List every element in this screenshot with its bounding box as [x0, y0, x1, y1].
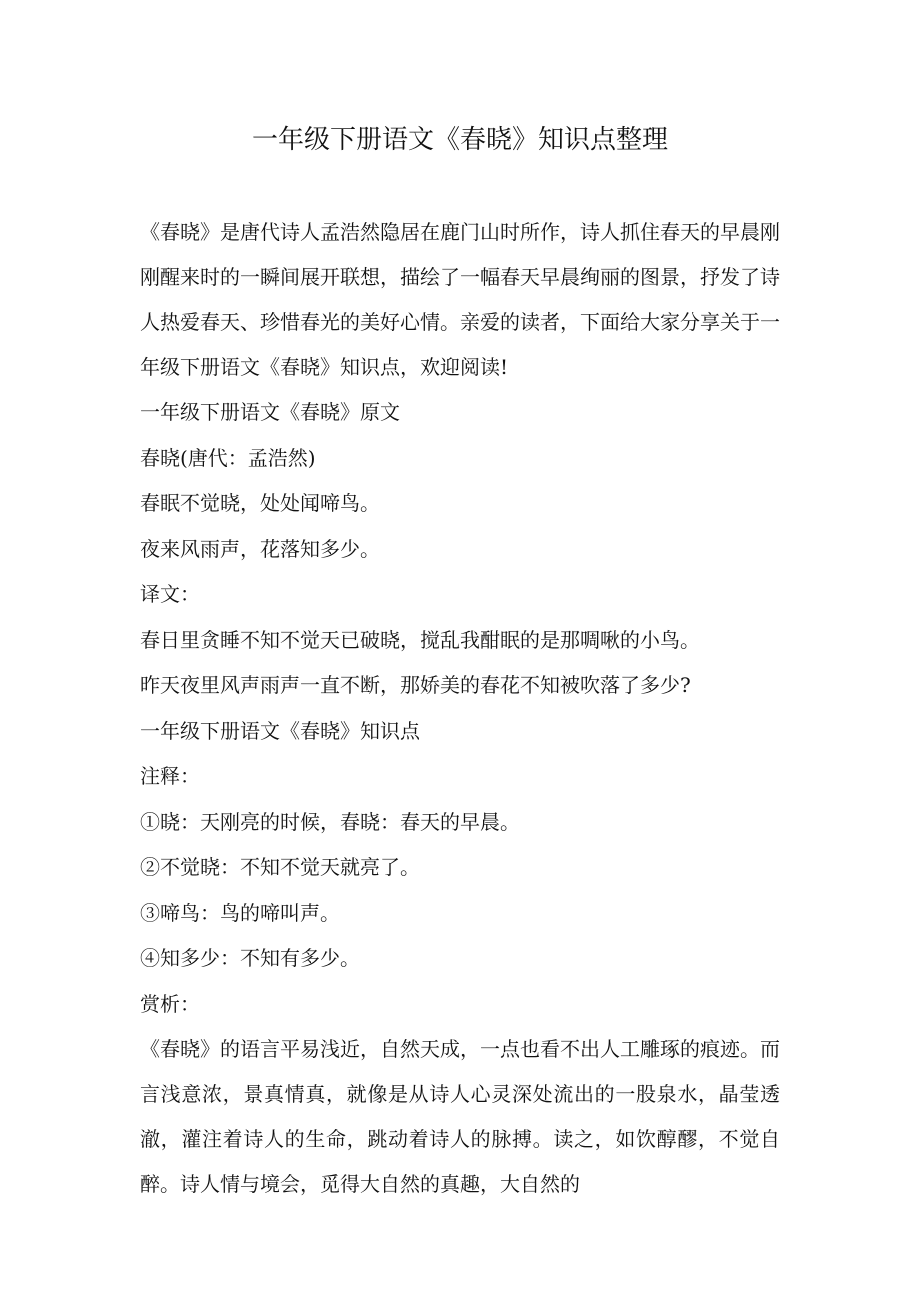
intro-paragraph: 《春晓》是唐代诗人孟浩然隐居在鹿门山时所作，诗人抓住春天的早晨刚刚醒来时的一瞬间展开联想，描绘了一幅春天早晨绚丽的图景，抒发了诗人热爱春天、珍惜春光的美好心情。亲爱的读者，下面给大家分享关于一年级下册语文《春晓》知识点，欢迎阅读! — [140, 220, 780, 379]
note-4: ④知多少：不知有多少。 — [140, 946, 360, 970]
document-body — [140, 210, 780, 1207]
analysis-heading: 赏析： — [140, 991, 200, 1016]
document-title: 一年级下册语文《春晓》知识点整理 — [251, 125, 668, 155]
note-2: ②不觉晓：不知不觉天就亮了。 — [140, 855, 420, 879]
poem-attribution: 春晓(唐代：孟浩然) — [140, 445, 316, 470]
poem-line-2: 夜来风雨声，花落知多少。 — [140, 536, 380, 561]
note-1: ①晓：天刚亮的时候，春晓：春天的早晨。 — [140, 809, 520, 834]
translation-line-1: 春日里贪睡不知不觉天已破晓，搅乱我酣眠的是那啁啾的小鸟。 — [140, 627, 700, 652]
original-heading: 一年级下册语文《春晓》原文 — [140, 400, 400, 424]
poem-line-1: 春眠不觉晓，处处闻啼鸟。 — [140, 491, 380, 515]
notes-heading: 注释： — [140, 764, 200, 788]
translation-heading: 译文： — [140, 582, 200, 606]
knowledge-heading: 一年级下册语文《春晓》知识点 — [140, 718, 420, 743]
note-3: ③啼鸟：鸟的啼叫声。 — [140, 900, 340, 925]
translation-line-2: 昨天夜里风声雨声一直不断，那娇美的春花不知被吹落了多少? — [140, 673, 691, 697]
analysis-paragraph: 《春晓》的语言平易浅近，自然天成，一点也看不出人工雕琢的痕迹。而言浅意浓，景真情真，就像是从诗人心灵深处流出的一股泉水，晶莹透澈，灌注着诗人的生命，跳动着诗人的脉搏。读之，如饮醇醪，不觉自醉。诗人情与境会，觅得大自然的真趣，大自然的 — [140, 1037, 780, 1196]
